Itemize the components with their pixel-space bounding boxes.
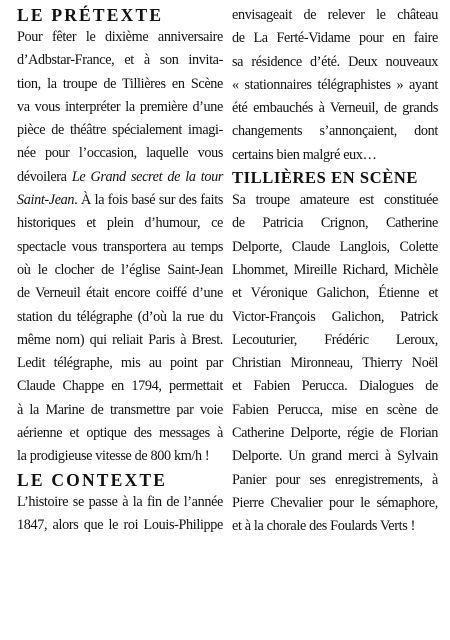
heading-le-pretexte: LE PRÉTEXTE	[17, 5, 164, 25]
pretexte-line: à la Marine de transmettre par voie	[17, 401, 223, 418]
troupe-line: Fabien Perucca, mise en scène de	[232, 401, 438, 418]
text-run: . À la fois basé sur des faits	[74, 192, 223, 209]
troupe-line: Lhommet, Mireille Richard, Michèle	[232, 261, 438, 278]
contexte-line: été embauchés à Verneuil, de grands	[232, 100, 438, 117]
right-column	[232, 4, 438, 539]
pretexte-line	[17, 166, 223, 189]
troupe-line: Lecouturier, Frédéric Leroux,	[232, 331, 438, 348]
troupe-line: Victor-François Galichon, Patrick	[232, 308, 438, 325]
pretexte-line: née pour l’occasion, laquelle vous	[17, 145, 223, 162]
contexte-line: sa résidence d’été. Deux nouveaux	[232, 53, 438, 70]
left-column	[17, 4, 223, 537]
contexte-line: envisageait de relever le château	[232, 7, 438, 23]
pretexte-line: tion, la troupe de Tillières en Scène	[17, 75, 223, 92]
heading-tillieres-en-scene: TILLIÈRES EN SCÈNE	[232, 168, 418, 188]
troupe-line: et Véronique Galichon, Étienne et	[232, 285, 438, 302]
pretexte-line: station du télégraphe (d’où la rue du	[17, 308, 223, 325]
troupe-line: Sa troupe amateure est constituée	[232, 192, 438, 209]
pretexte-line: même nom) qui reliait Paris à Brest.	[17, 331, 223, 348]
pretexte-line: Ledit télégraphe, mis au point par	[17, 355, 223, 372]
contexte-line: changements s’annonçaient, dont	[232, 123, 438, 140]
play-title-part-1: Le Grand secret de la tour	[71, 168, 224, 185]
contexte-line: L’histoire se passe à la fin de l’année	[17, 493, 223, 510]
pretexte-line: va vous interpréter la première d’une	[17, 98, 223, 115]
pretexte-line: la prodigieuse vitesse de 800 km/h !	[17, 448, 210, 465]
contexte-line: 1847, alors que le roi Louis-Philippe	[17, 516, 223, 533]
pretexte-line: de Verneuil était encore coiffé d’une	[17, 285, 223, 302]
troupe-line: de Patricia Crignon, Catherine	[232, 215, 438, 232]
heading-le-contexte: LE CONTEXTE	[17, 469, 168, 490]
pretexte-line: d’Adbstar-France, et à son invita-	[17, 52, 223, 69]
pretexte-line: spectacle vous transportera au temps	[17, 238, 223, 255]
pretexte-line: où le clocher de l’église Saint-Jean	[17, 261, 223, 278]
troupe-line: Delporte. Un grand merci à Sylvain	[232, 448, 438, 465]
pretexte-line	[17, 189, 223, 212]
play-title-part-2: Saint-Jean	[17, 192, 75, 209]
troupe-line: et à la chorale des Foulards Verts !	[232, 518, 415, 535]
troupe-line: et Fabien Perucca. Dialogues de	[232, 378, 438, 395]
text-run: dévoilera	[17, 168, 72, 185]
contexte-line: de La Ferté-Vidame pour en faire	[232, 30, 438, 47]
troupe-line: Delporte, Claude Langlois, Colette	[232, 238, 438, 255]
contexte-line: « stationnaires télégraphistes » ayant	[232, 76, 438, 93]
pretexte-line: historiques et plein d’humour, ce	[17, 215, 223, 232]
pretexte-line: aérienne et optique des messages à	[17, 425, 223, 442]
troupe-line: Pierre Chevalier pour le sémaphore,	[232, 494, 438, 511]
pretexte-line: pièce de théâtre spécialement imagi-	[17, 122, 223, 139]
pretexte-line: Pour fêter le dixième anniversaire	[17, 29, 223, 45]
contexte-line: certains bien malgré eux…	[232, 146, 377, 163]
troupe-line: Christian Mironneau, Thierry Noël	[232, 355, 438, 372]
troupe-line: Panier pour ses enregistrements, à	[232, 471, 438, 488]
troupe-line: Catherine Delporte, régie de Florian	[232, 425, 438, 442]
pretexte-line: Claude Chappe en 1794, permettait	[17, 378, 223, 395]
